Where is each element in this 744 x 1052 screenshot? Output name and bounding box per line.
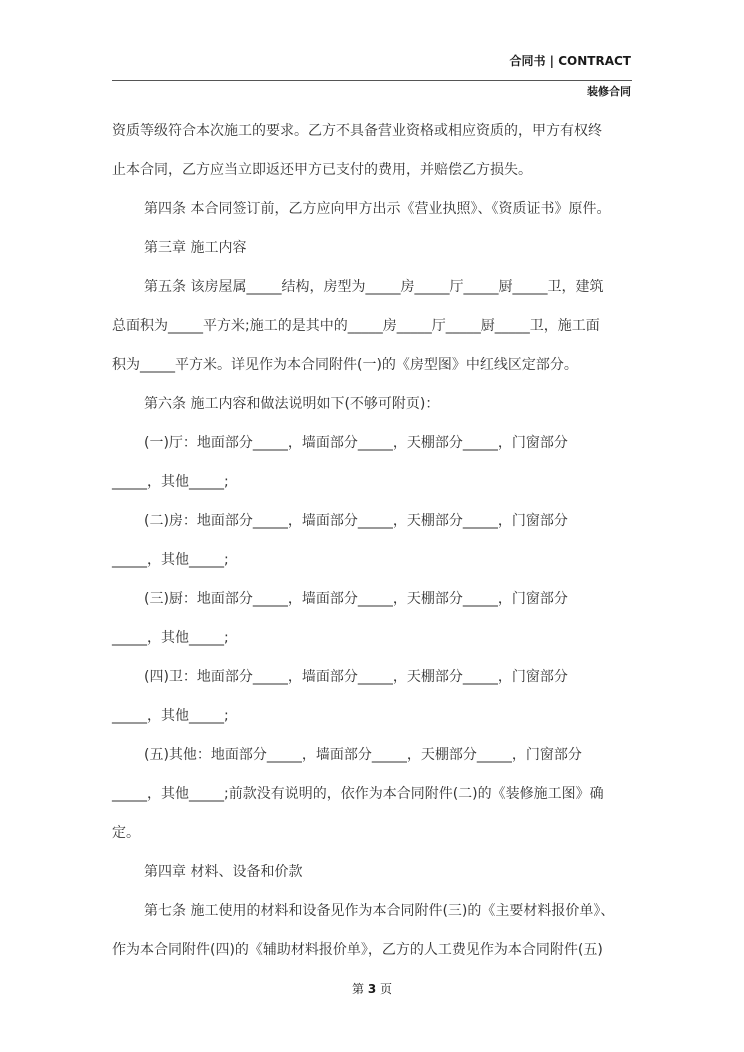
footer-suffix: 页 bbox=[380, 982, 393, 996]
text-line: 第五条 该房屋属_____结构，房型为_____房_____厅_____厨_____卫，建筑 bbox=[144, 279, 604, 295]
text-line: 止本合同，乙方应当立即返还甲方已支付的费用，并赔偿乙方损失。 bbox=[112, 162, 532, 178]
text-line: 第四条 本合同签订前，乙方应向甲方出示《营业执照》、《资质证书》原件。 bbox=[144, 201, 611, 217]
text-line: 第三章 施工内容 bbox=[144, 240, 247, 256]
contract-body bbox=[112, 112, 640, 970]
footer-prefix: 第 bbox=[351, 982, 364, 996]
text-line: 总面积为_____平方米;施工的是其中的_____房_____厅_____厨_____卫，施工面 bbox=[112, 318, 600, 334]
text-line: (五)其他：地面部分_____，墙面部分_____，天棚部分_____，门窗部分 bbox=[144, 747, 582, 763]
text-line: 第四章 材料、设备和价款 bbox=[144, 864, 303, 880]
text-line: _____，其他_____; bbox=[112, 630, 229, 646]
text-line: 定。 bbox=[112, 825, 140, 841]
text-line: 第七条 施工使用的材料和设备见作为本合同附件(三)的《主要材料报价单》、 bbox=[144, 903, 615, 919]
header-subtitle: 装修合同 bbox=[587, 85, 631, 98]
text-line: (四)卫：地面部分_____，墙面部分_____，天棚部分_____，门窗部分 bbox=[144, 669, 568, 685]
text-line: 资质等级符合本次施工的要求。乙方不具备营业资格或相应资质的，甲方有权终 bbox=[112, 123, 602, 139]
text-line: 作为本合同附件(四)的《辅助材料报价单》，乙方的人工费见作为本合同附件(五) bbox=[112, 942, 603, 958]
text-line: _____，其他_____; bbox=[112, 708, 229, 724]
text-line: _____，其他_____;前款没有说明的，依作为本合同附件(二)的《装修施工图》确 bbox=[112, 786, 604, 802]
page-number: 3 bbox=[367, 982, 377, 996]
header-divider bbox=[112, 80, 632, 81]
text-line: _____，其他_____; bbox=[112, 474, 229, 490]
text-line: _____，其他_____; bbox=[112, 552, 229, 568]
text-line: 第六条 施工内容和做法说明如下(不够可附页)： bbox=[144, 396, 440, 412]
text-line: (一)厅：地面部分_____，墙面部分_____，天棚部分_____，门窗部分 bbox=[144, 435, 568, 451]
text-line: 积为_____平方米。详见作为本合同附件(一)的《房型图》中红线区定部分。 bbox=[112, 357, 578, 373]
text-line: (三)厨：地面部分_____，墙面部分_____，天棚部分_____，门窗部分 bbox=[144, 591, 568, 607]
text-line: (二)房：地面部分_____，墙面部分_____，天棚部分_____，门窗部分 bbox=[144, 513, 568, 529]
header-title: 合同书 | CONTRACT bbox=[509, 54, 631, 68]
page-footer bbox=[0, 980, 744, 997]
